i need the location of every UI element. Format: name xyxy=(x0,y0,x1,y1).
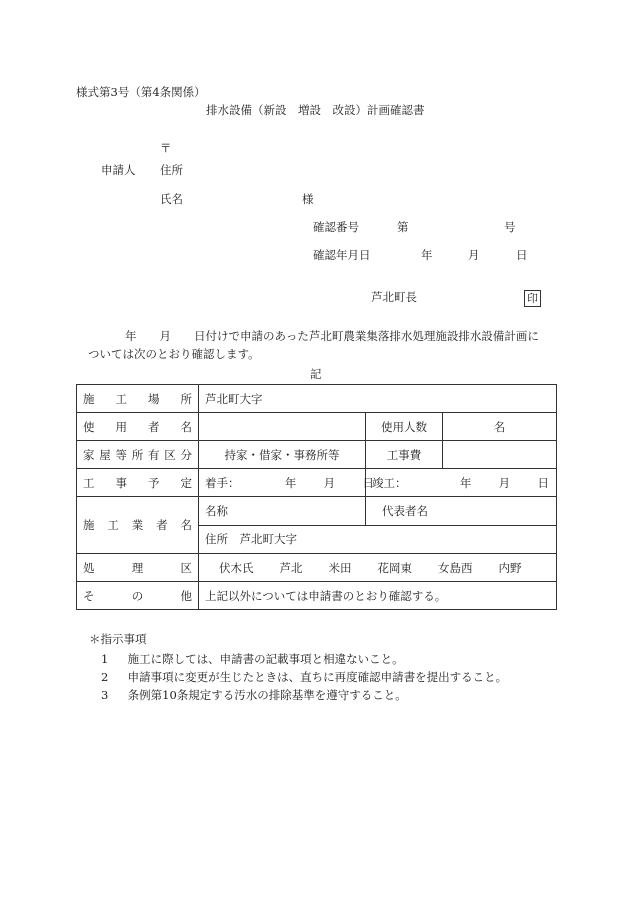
end-label: 竣工： xyxy=(372,475,407,490)
cost-value xyxy=(443,441,557,469)
table-row-user xyxy=(77,413,557,441)
district-item: 米田 xyxy=(328,560,352,575)
seal-box: 印 xyxy=(524,290,541,307)
name-label: 氏名 xyxy=(160,192,183,206)
table-row-schedule xyxy=(77,469,557,497)
applicant-label: 申請人 xyxy=(101,163,136,177)
instruction-item-3 xyxy=(101,690,407,702)
end-day: 日 xyxy=(537,475,549,490)
district-item: 内野 xyxy=(498,560,522,575)
instruction-text: 条例第10条規定する汚水の排除基準を遵守すること。 xyxy=(127,688,407,702)
instruction-item-1 xyxy=(101,654,404,666)
instruction-item-2 xyxy=(101,672,507,684)
contractor-address: 住所 芦北町大字 xyxy=(199,525,557,554)
table-row-contractor-1 xyxy=(77,497,557,526)
confirmation-year: 年 xyxy=(421,248,433,262)
contractor-label: 施工業者名 xyxy=(77,497,199,554)
schedule-label: 工事予定 xyxy=(77,469,199,497)
start-label: 着手： xyxy=(205,475,240,490)
table-row-other xyxy=(77,582,557,610)
users-count-label: 使用人数 xyxy=(366,413,443,441)
other-value: 上記以外については申請書のとおり確認する。 xyxy=(199,582,557,610)
confirmation-day: 日 xyxy=(516,248,528,262)
instruction-number: 1 xyxy=(101,652,109,666)
end-year: 年 xyxy=(459,475,472,490)
table-row-district xyxy=(77,554,557,582)
ki-heading: 記 xyxy=(310,367,322,381)
end-date xyxy=(366,469,557,497)
district-item: 芦北 xyxy=(279,560,303,575)
district-label: 処理区 xyxy=(77,554,199,582)
table-row-ownership xyxy=(77,441,557,469)
district-item: 女島西 xyxy=(438,560,473,575)
confirmation-date-label: 確認年月日 xyxy=(313,248,371,262)
form-number: 様式第3号（第4条関係） xyxy=(76,85,206,99)
instruction-text: 申請事項に変更が生じたときは、直ちに再度確認申請書を提出すること。 xyxy=(127,670,508,684)
start-year: 年 xyxy=(284,475,297,490)
contractor-name-label: 名称 xyxy=(199,497,366,526)
ownership-value: 持家・借家・事務所等 xyxy=(199,441,366,469)
body-line-1: 年 月 日付けで申請のあった芦北町農業集落排水処理施設排水設備計画に xyxy=(125,329,539,343)
site-label: 施工場所 xyxy=(77,385,199,413)
start-month: 月 xyxy=(323,475,336,490)
address-label: 住所 xyxy=(160,163,183,177)
representative-label: 代表者名 xyxy=(366,497,557,526)
users-count-unit: 名 xyxy=(443,413,557,441)
start-day: 日 xyxy=(362,475,374,490)
body-line-2: ついては次のとおり確認します。 xyxy=(88,347,260,361)
confirmation-number-label: 確認番号 xyxy=(313,220,359,234)
district-list xyxy=(199,554,557,582)
ownership-label: 家屋等所有区分 xyxy=(77,441,199,469)
postal-mark: 〒 xyxy=(160,141,172,155)
district-item: 伏木氏 xyxy=(219,560,254,575)
confirmation-number-suffix: 号 xyxy=(504,220,516,234)
details-table xyxy=(76,384,557,610)
other-label: その他 xyxy=(77,582,199,610)
end-month: 月 xyxy=(498,475,511,490)
user-label: 使用者名 xyxy=(77,413,199,441)
table-row-site xyxy=(77,385,557,413)
instruction-text: 施工に際しては、申請書の記載事項と相違ないこと。 xyxy=(127,652,404,666)
instruction-number: 3 xyxy=(101,688,109,702)
district-item: 花岡東 xyxy=(377,560,412,575)
instructions-heading: ＊指示事項 xyxy=(89,632,147,646)
honorific: 様 xyxy=(302,192,314,206)
start-date xyxy=(199,469,374,497)
document-title: 排水設備（新設 増設 改設）計画確認書 xyxy=(206,103,425,117)
user-value xyxy=(199,413,366,441)
site-value: 芦北町大字 xyxy=(199,385,557,413)
confirmation-month: 月 xyxy=(468,248,480,262)
confirmation-number-prefix: 第 xyxy=(397,220,409,234)
issuer-title: 芦北町長 xyxy=(371,290,417,304)
instruction-number: 2 xyxy=(101,670,109,684)
cost-label: 工事費 xyxy=(366,441,443,469)
